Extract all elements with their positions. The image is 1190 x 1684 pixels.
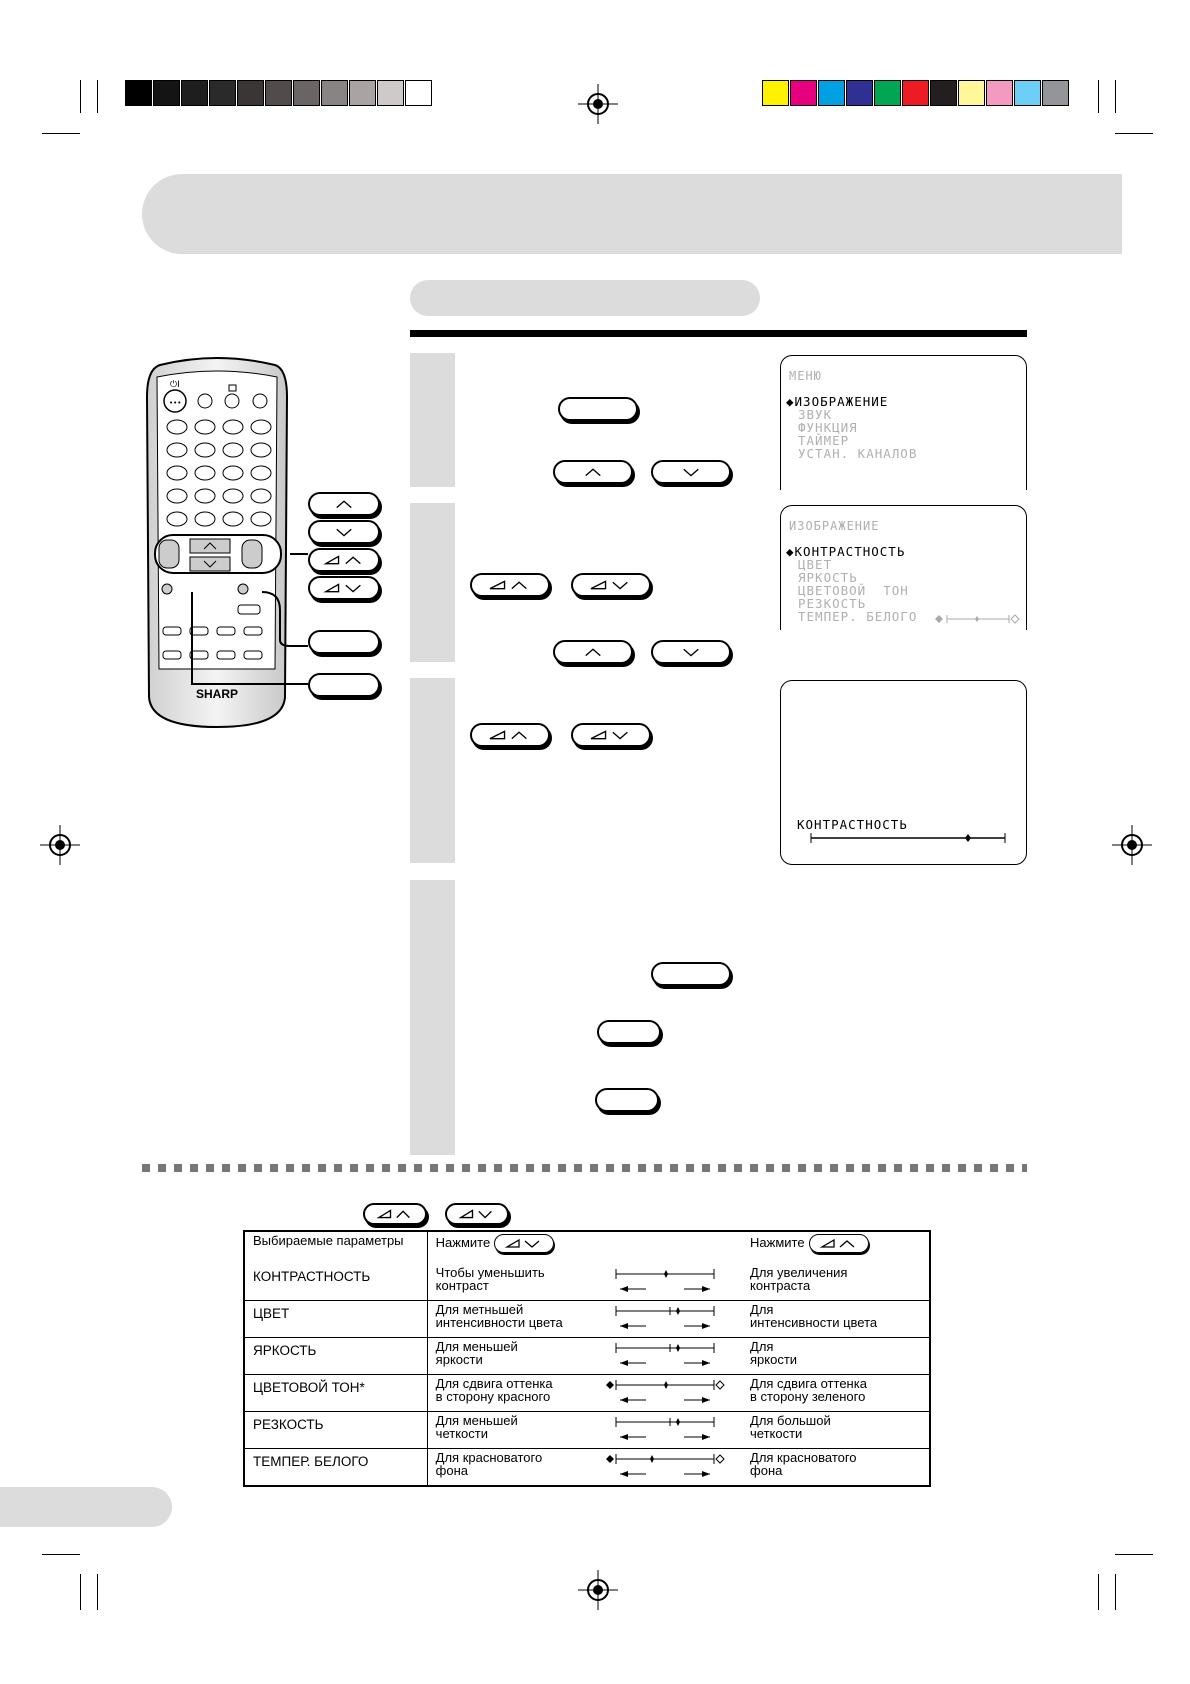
- color-swatch: [377, 80, 404, 106]
- decrease-description: Для меньшей яркости: [427, 1338, 604, 1375]
- remote-brand-label: SHARP: [195, 687, 239, 701]
- crop-mark: [97, 80, 98, 113]
- crop-mark: [1098, 80, 1099, 113]
- crop-mark: [80, 80, 81, 113]
- color-swatch: [265, 80, 292, 106]
- table-row: [244, 1375, 930, 1412]
- color-swatch: [958, 80, 985, 106]
- up-button[interactable]: [553, 460, 633, 484]
- section-title-pill: [410, 280, 760, 316]
- remote-callout-lines: [180, 550, 320, 690]
- remote-callout-button-a[interactable]: [308, 630, 380, 654]
- section-rule: [410, 330, 1027, 337]
- volume-up-button[interactable]: [308, 548, 380, 572]
- exit-button[interactable]: [595, 1088, 659, 1112]
- increase-description: Для интенсивности цвета: [742, 1301, 930, 1338]
- registration-mark-icon: [1112, 825, 1152, 865]
- step-4-bar: [410, 880, 455, 1155]
- color-swatch: [762, 80, 789, 106]
- crop-mark: [80, 1574, 81, 1610]
- header-scale: [604, 1231, 742, 1264]
- param-name: ЦВЕТОВОЙ ТОН*: [244, 1375, 427, 1412]
- channel-down-button[interactable]: [308, 520, 380, 544]
- volume-down-button[interactable]: [571, 723, 651, 747]
- crop-mark: [97, 1574, 98, 1610]
- increase-description: Для увеличения контраста: [750, 1265, 848, 1293]
- menu-item: УСТАН. КАНАЛОВ: [798, 446, 918, 461]
- param-name: ТЕМПЕР. БЕЛОГО: [244, 1449, 427, 1487]
- decrease-description: Для сдвига оттенка в сторону красного: [427, 1375, 604, 1412]
- increase-description: Для большой четкости: [742, 1412, 930, 1449]
- decrease-description: Чтобы уменьшить контраст: [427, 1264, 604, 1301]
- color-swatch: [153, 80, 180, 106]
- step-1-bar: [410, 353, 455, 487]
- color-swatch: [293, 80, 320, 106]
- color-swatch: [1042, 80, 1069, 106]
- menu-button[interactable]: [558, 397, 638, 421]
- crop-mark: [1115, 133, 1153, 134]
- header-press-left-label: Нажмите: [435, 1234, 491, 1250]
- table-header-row: [244, 1231, 930, 1264]
- table-row: [244, 1301, 930, 1338]
- color-swatch: [321, 80, 348, 106]
- scale-icon: [604, 1338, 734, 1372]
- remote-callout-button-b[interactable]: [308, 673, 380, 697]
- header-press-left: [427, 1231, 604, 1264]
- dotted-separator: [142, 1164, 1027, 1172]
- parameter-table: [243, 1230, 931, 1487]
- picture-item: ЯРКОСТЬ: [798, 570, 858, 585]
- color-swatch: [846, 80, 873, 106]
- color-swatch: [125, 80, 152, 106]
- white-temp-slider-icon: [931, 612, 1023, 626]
- param-name: ЯРКОСТЬ: [244, 1338, 427, 1375]
- decrease-description: Для метньшей интенсивности цвета: [427, 1301, 604, 1338]
- crop-mark: [1115, 1554, 1153, 1555]
- color-swatch: [818, 80, 845, 106]
- volume-down-button[interactable]: [308, 576, 380, 600]
- up-button[interactable]: [553, 640, 633, 664]
- page-header-banner: [142, 174, 1122, 254]
- adjust-scale: [604, 1338, 742, 1375]
- header-param: Выбираемые параметры: [253, 1233, 404, 1248]
- down-button[interactable]: [651, 640, 731, 664]
- adjust-screen: [780, 680, 1027, 865]
- increase-description: Для сдвига оттенка в сторону зеленого: [742, 1375, 930, 1412]
- volume-up-button[interactable]: [470, 573, 550, 597]
- contrast-slider-icon: [809, 831, 1009, 845]
- crop-mark: [1098, 1574, 1099, 1610]
- table-row: [244, 1264, 930, 1301]
- color-swatch: [790, 80, 817, 106]
- step-3-bar: [410, 678, 455, 863]
- increase-description: Для красноватого фона: [742, 1449, 930, 1487]
- adjust-scale: [604, 1264, 742, 1301]
- header-press-right-label: Нажмите: [750, 1234, 805, 1250]
- volume-up-button[interactable]: [470, 723, 550, 747]
- adjust-scale: [604, 1301, 742, 1338]
- menu-button[interactable]: [651, 962, 731, 986]
- menu-item: ТАЙМЕР: [798, 433, 850, 448]
- down-button[interactable]: [651, 460, 731, 484]
- crop-mark: [42, 133, 80, 134]
- menu-item: ФУНКЦИЯ: [798, 420, 858, 435]
- color-swatch: [986, 80, 1013, 106]
- picture-item: ЦВЕТ: [798, 557, 833, 572]
- page-number-pill: [0, 1487, 172, 1527]
- svg-text:⏻I: ⏻I: [170, 380, 180, 390]
- channel-up-button[interactable]: [308, 492, 380, 516]
- adjust-scale: [604, 1412, 742, 1449]
- crop-mark: [1115, 80, 1116, 113]
- picture-screen: [780, 505, 1027, 630]
- param-name: КОНТРАСТНОСТЬ: [253, 1269, 371, 1284]
- color-swatch: [181, 80, 208, 106]
- color-swatch: [209, 80, 236, 106]
- registration-mark-icon: [578, 84, 618, 124]
- header-press-right: [742, 1231, 930, 1264]
- color-swatch: [902, 80, 929, 106]
- color-bar: [762, 80, 1070, 106]
- param-name: ЦВЕТ: [244, 1301, 427, 1338]
- scale-icon: [604, 1301, 734, 1335]
- menu-item: ЗВУК: [798, 407, 833, 422]
- color-swatch: [349, 80, 376, 106]
- volume-down-button[interactable]: [571, 573, 651, 597]
- scale-icon: [604, 1375, 734, 1409]
- scale-icon: [604, 1264, 734, 1298]
- color-swatch: [874, 80, 901, 106]
- menu-screen-title: МЕНЮ: [789, 369, 822, 383]
- menu-item-selected: ◆ИЗОБРАЖЕНИЕ: [786, 394, 889, 409]
- crop-mark: [42, 1554, 80, 1555]
- param-name: РЕЗКОСТЬ: [244, 1412, 427, 1449]
- registration-mark-icon: [40, 825, 80, 865]
- increase-description: Для яркости: [742, 1338, 930, 1375]
- menu-screen: [780, 355, 1027, 490]
- picture-item-selected: ◆КОНТРАСТНОСТЬ: [786, 544, 906, 559]
- picture-item: ЦВЕТОВОЙ ТОН: [798, 583, 909, 598]
- decrease-description: Для красноватого фона: [427, 1449, 604, 1487]
- picture-screen-title: ИЗОБРАЖЕНИЕ: [789, 519, 880, 533]
- table-row: [244, 1449, 930, 1487]
- table-row: [244, 1338, 930, 1375]
- volume-down-button[interactable]: [494, 1234, 554, 1253]
- adjust-scale: [604, 1375, 742, 1412]
- color-swatch: [237, 80, 264, 106]
- volume-up-button[interactable]: [809, 1234, 869, 1253]
- adjust-scale: [604, 1449, 742, 1487]
- svg-text:•••: •••: [169, 399, 182, 407]
- scale-icon: [604, 1412, 734, 1446]
- adjust-label: КОНТРАСТНОСТЬ: [797, 817, 908, 832]
- volume-down-button[interactable]: [445, 1203, 509, 1225]
- decrease-description: Для меньшей четкости: [427, 1412, 604, 1449]
- table-row: [244, 1412, 930, 1449]
- color-swatch: [1014, 80, 1041, 106]
- picture-item: РЕЗКОСТЬ: [798, 596, 867, 611]
- color-swatch: [930, 80, 957, 106]
- scale-icon: [604, 1449, 734, 1483]
- crop-mark: [1115, 1574, 1116, 1610]
- volume-up-button[interactable]: [363, 1203, 427, 1225]
- grayscale-bar: [125, 80, 433, 106]
- return-button[interactable]: [597, 1020, 661, 1044]
- picture-item: ТЕМПЕР. БЕЛОГО: [798, 609, 918, 624]
- step-2-bar: [410, 503, 455, 662]
- color-swatch: [405, 80, 432, 106]
- registration-mark-icon: [578, 1570, 618, 1610]
